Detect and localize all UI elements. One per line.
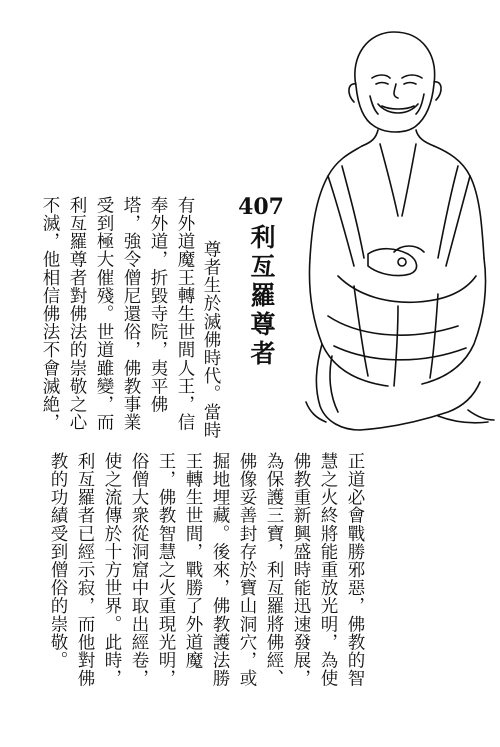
text-column: 使之流傳於十方世界。此時， xyxy=(102,452,122,688)
arhat-illustration xyxy=(298,26,498,446)
text-column: 俗僧大衆從洞窟中取出經卷， xyxy=(129,452,149,688)
text-column: 掘地埋藏。後來，佛教護法勝 xyxy=(210,452,230,688)
text-column: 王，佛教智慧之火重現光明， xyxy=(156,452,176,688)
text-column: 教的功績受到僧俗的崇敬。 xyxy=(48,452,68,670)
entry-number: 407 xyxy=(238,194,284,220)
head-outline xyxy=(355,32,435,132)
text-column: 利亙羅尊者對佛法的崇敬之心 xyxy=(67,196,87,432)
text-column: 受到極大催殘。世道雖變，而 xyxy=(94,196,114,432)
entry-title: 利亙羅尊者 xyxy=(247,224,277,369)
text-column: 王轉生世間，戰勝了外道魔 xyxy=(183,452,203,670)
text-column: 佛教重新興盛時能迅速發展， xyxy=(291,452,311,688)
text-column: 塔，強令僧尼還俗，佛教事業 xyxy=(121,196,141,432)
text-column: 有外道魔王轉生世間人王，信 xyxy=(175,196,195,432)
text-column: 為保護三寶，利亙羅將佛經、 xyxy=(264,452,284,688)
text-column: 佛像妥善封存於寶山洞穴，或 xyxy=(237,452,257,688)
text-column: 不滅，他相信佛法不會滅絶， xyxy=(40,196,60,432)
text-column: 正道必會戰勝邪惡，佛教的智 xyxy=(345,452,365,688)
text-column: 奉外道，折毀寺院，夷平佛 xyxy=(148,196,168,414)
text-column: 利亙羅者已經示寂，而他對佛 xyxy=(75,452,95,688)
text-column: 慧之火終將能重放光明，為使 xyxy=(318,452,338,688)
entry-heading xyxy=(238,194,284,369)
text-column: 尊者生於滅佛時代。當時 xyxy=(201,240,221,440)
